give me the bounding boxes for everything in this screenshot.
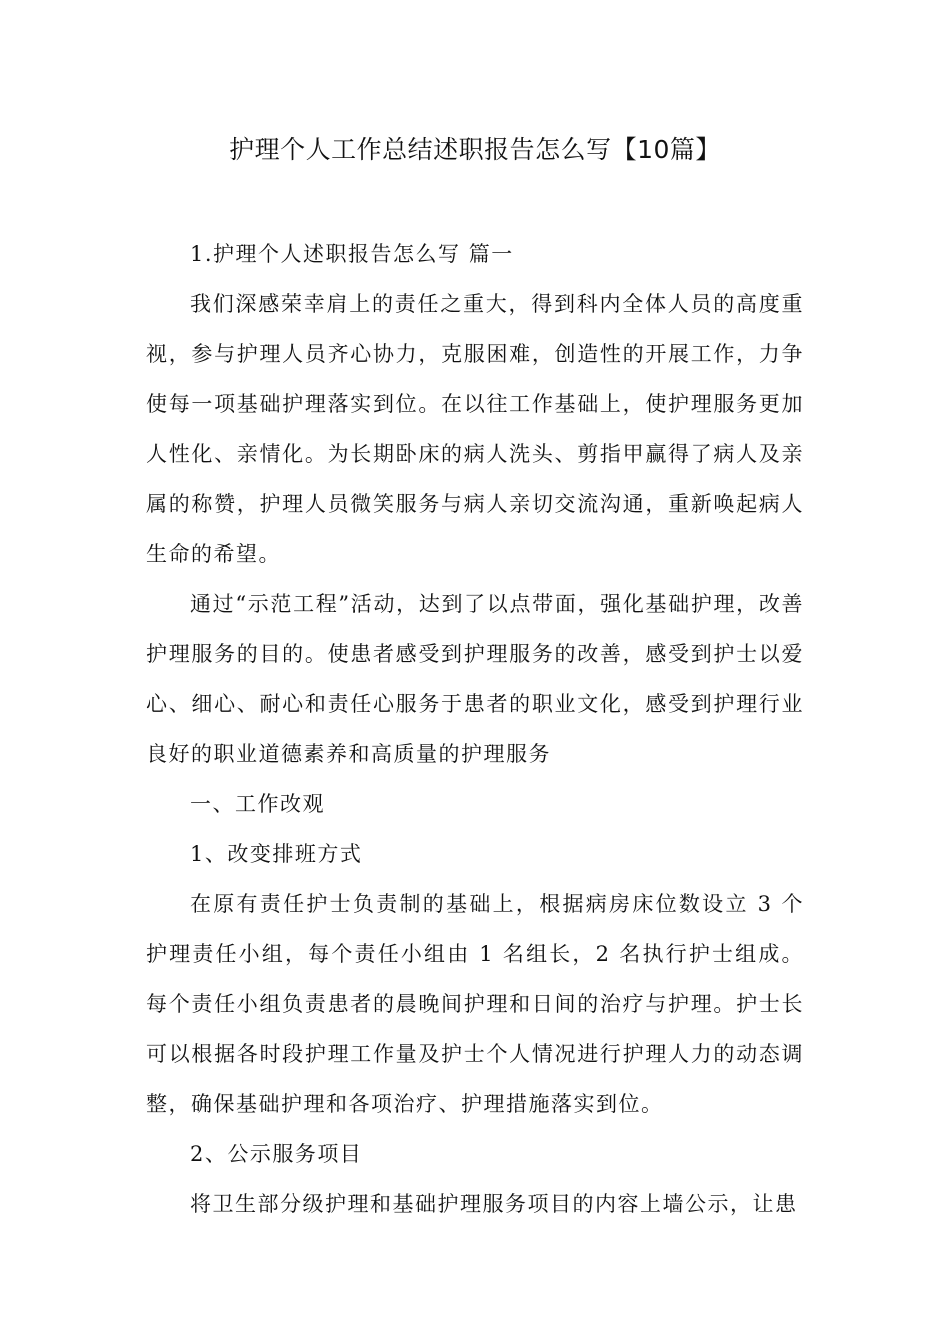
body-paragraph: 将卫生部分级护理和基础护理服务项目的内容上墙公示，让患 <box>190 1192 798 1216</box>
subheading: 1、改变排班方式 <box>190 842 363 866</box>
subheading: 一、工作改观 <box>190 792 325 816</box>
body-paragraph: 在原有责任护士负责制的基础上，根据病房床位数设立 3 个护理责任小组，每个责任小组由 1 名组长，2 名执行护士组成。每个责任小组负责患者的晨晚间护理和日间的治疗与护理。护士长可以根据各时段护理工作量及护士个人情况进行护理人力的动态调整，确保基础护理和各项治疗、护理措施落实到位。 <box>146 892 804 1116</box>
body-paragraph: 我们深感荣幸肩上的责任之重大，得到科内全体人员的高度重视，参与护理人员齐心协力，克服困难，创造性的开展工作，力争使每一项基础护理落实到位。在以往工作基础上，使护理服务更加人性化、亲情化。为长期卧床的病人洗头、剪指甲赢得了病人及亲属的称赞，护理人员微笑服务与病人亲切交流沟通，重新唤起病人生命的希望。 <box>146 292 804 566</box>
subheading: 2、公示服务项目 <box>190 1142 363 1166</box>
document-title: 护理个人工作总结述职报告怎么写【10篇】 <box>229 135 721 164</box>
document-body <box>146 229 804 1229</box>
body-paragraph: 通过“示范工程”活动，达到了以点带面，强化基础护理，改善护理服务的目的。使患者感受到护理服务的改善，感受到护士以爱心、细心、耐心和责任心服务于患者的职业文化，感受到护理行业良好的职业道德素养和高质量的护理服务 <box>146 592 804 766</box>
section-heading: 1.护理个人述职报告怎么写 篇一 <box>190 242 514 266</box>
